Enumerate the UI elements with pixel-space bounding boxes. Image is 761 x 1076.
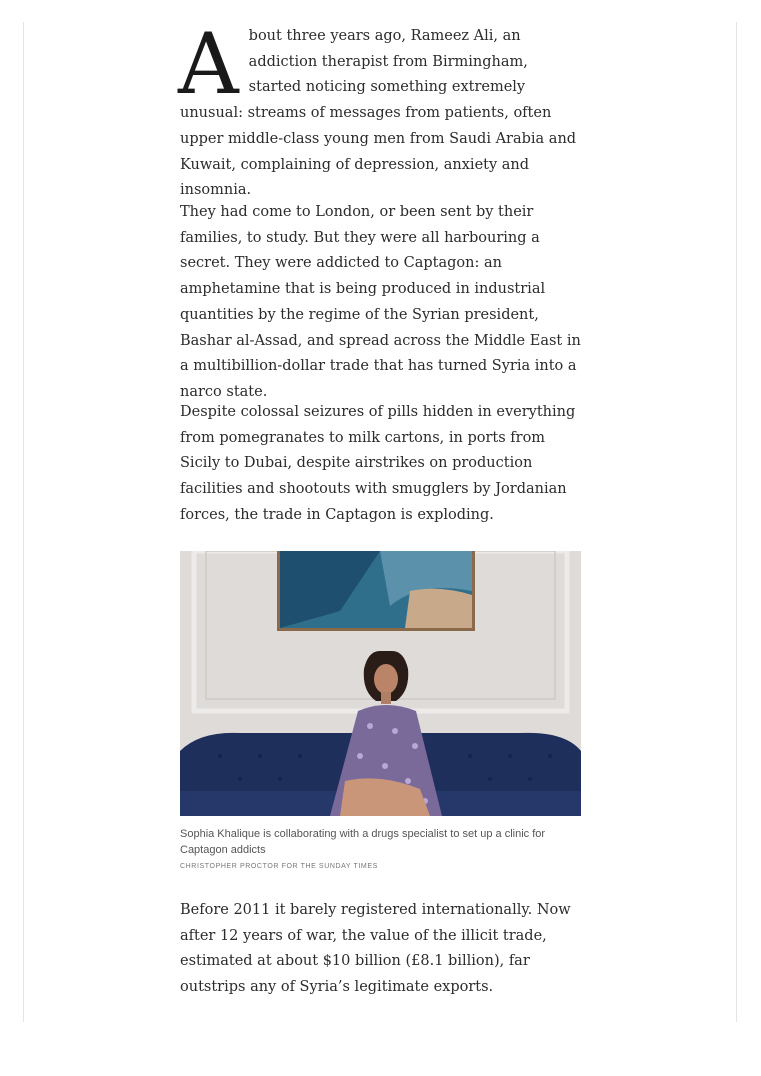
portrait-illustration <box>180 551 581 816</box>
article-paragraph-1 <box>178 15 582 204</box>
article-paragraph-4: Before 2011 it barely registered internationally. Now after 12 years of war, the value of the illicit trade, estimated at about $10 billion (£8.1 billion), far outstrips any of Syria’s legitimate exports. <box>180 902 571 996</box>
drop-cap: A <box>178 15 239 113</box>
article-photo <box>180 551 581 816</box>
article-paragraph-2: They had come to London, or been sent by their families, to study. But they were all harbouring a secret. They were addicted to Captagon: an amphetamine that is being produced in industrial quantities by the regime of the Syrian president, Bashar al-Assad, and spread across the Middle East in a multibillion-dollar trade that has turned Syria into a narco state. <box>180 204 581 400</box>
photo-caption: Sophia Khalique is collaborating with a drugs specialist to set up a clinic for Captagon addicts <box>180 828 546 856</box>
paragraph-1-text: bout three years ago, Rameez Ali, an addiction therapist from Birmingham, started noticing something extremely unusual: streams of messages from patients, often upper middle-class young men from Saudi Arabia and Kuwait, complaining of depression, anxiety and insomnia. <box>180 28 577 199</box>
page-border-right <box>736 22 737 1022</box>
page-border-left <box>23 22 24 1022</box>
photo-credit: CHRISTOPHER PROCTOR FOR THE SUNDAY TIMES <box>180 863 378 870</box>
article-paragraph-3: Despite colossal seizures of pills hidden in everything from pomegranates to milk cartons, in ports from Sicily to Dubai, despite airstrikes on production facilities and shootouts with smugglers by Jordanian forces, the trade in Captagon is exploding. <box>180 404 576 523</box>
